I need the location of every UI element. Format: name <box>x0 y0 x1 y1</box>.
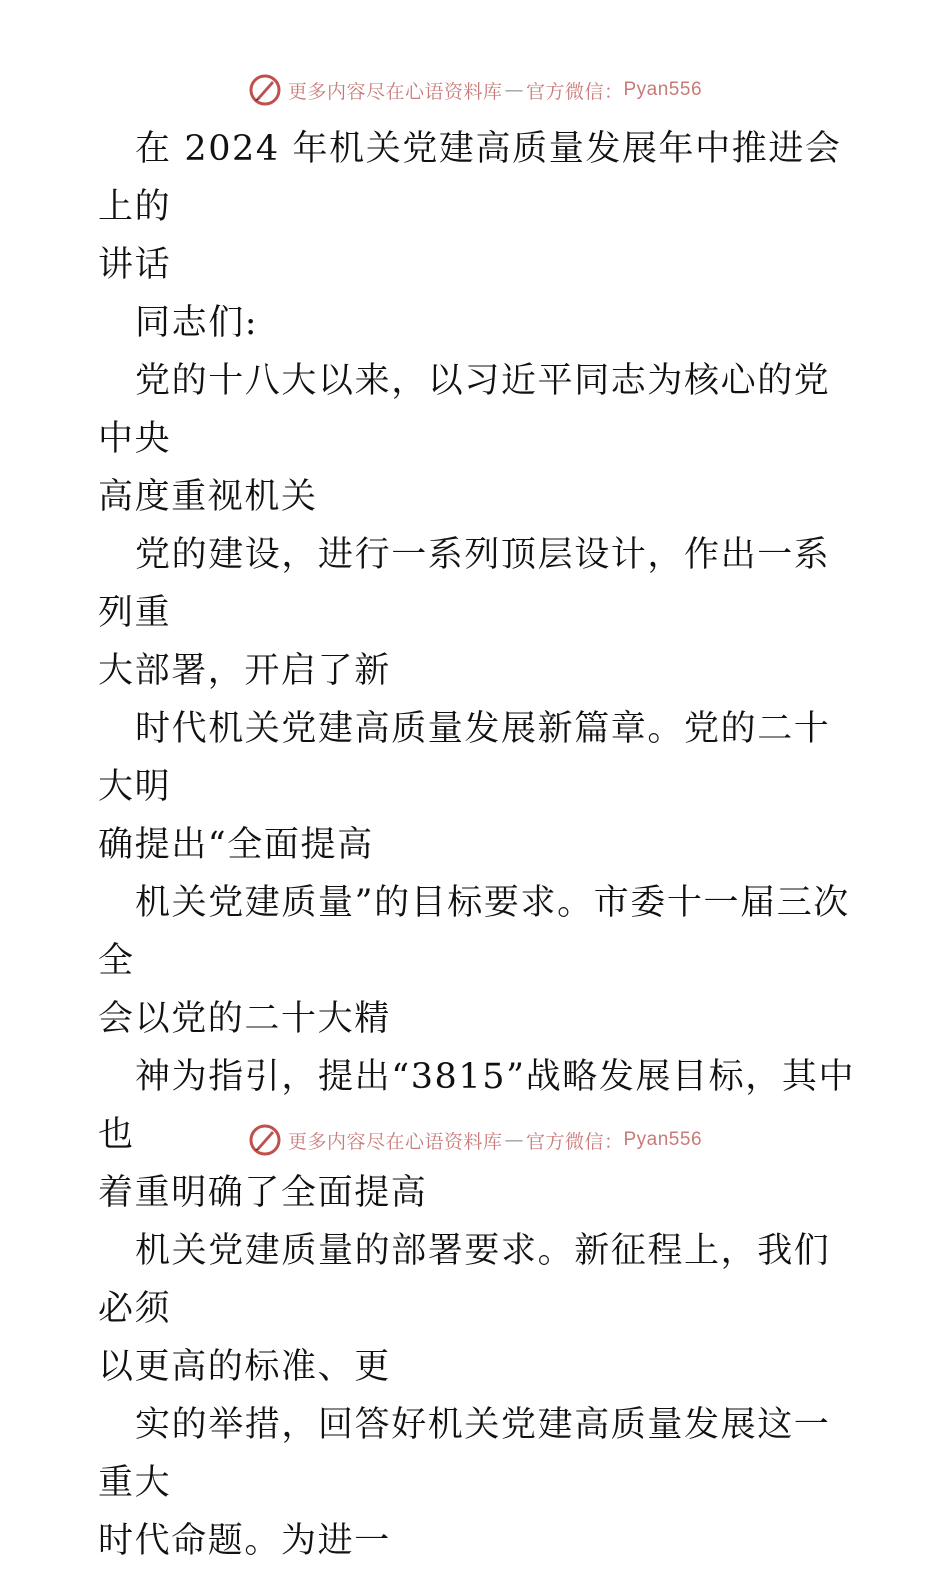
watermark-official: 官方微信： <box>525 1130 624 1153</box>
text-line: 机关党建质量的部署要求。新征程上，我们必须 <box>98 1231 831 1329</box>
watermark-separator: — <box>504 79 524 101</box>
text-line: 在 2024 年机关党建高质量发展年中推进会上的 <box>98 129 842 227</box>
watermark-official: 官方微信： <box>525 80 624 103</box>
quill-logo-icon <box>248 1123 282 1157</box>
text-line: 高度重视机关 <box>98 477 318 517</box>
text-line: 同志们: <box>135 303 259 343</box>
text-line: 讲话 <box>98 245 172 285</box>
watermark-footer <box>0 1120 950 1160</box>
watermark-text: 更多内容尽在心语资料库 <box>287 80 503 103</box>
paragraph <box>98 700 858 874</box>
watermark-text: 更多内容尽在心语资料库 <box>287 1130 503 1153</box>
watermark-header <box>0 70 950 110</box>
paragraph-salutation <box>98 294 858 352</box>
watermark-handle: Pyan556 <box>623 1129 703 1150</box>
text-line: 会以党的二十大精 <box>98 999 391 1039</box>
paragraph <box>98 352 858 526</box>
watermark-handle: Pyan556 <box>623 79 703 100</box>
text-line: 大部署，开启了新 <box>98 651 391 691</box>
paragraph-title <box>98 120 858 294</box>
document-body <box>98 120 858 1570</box>
text-line: 实的举措，回答好机关党建高质量发展这一重大 <box>98 1405 831 1503</box>
watermark-separator: — <box>504 1129 524 1151</box>
quill-logo-icon <box>248 73 282 107</box>
text-line: 党的建设，进行一系列顶层设计，作出一系列重 <box>98 535 831 633</box>
text-line: 以更高的标准、更 <box>98 1347 391 1387</box>
text-line: 时代命题。为进一 <box>98 1521 391 1561</box>
paragraph <box>98 526 858 700</box>
paragraph <box>98 874 858 1048</box>
text-line: 时代机关党建高质量发展新篇章。党的二十大明 <box>98 709 831 807</box>
text-line: 确提出“全面提高 <box>98 825 374 865</box>
text-line: 神为指引，提出“3815”战略发展目标，其中也 <box>98 1057 856 1155</box>
text-line: 着重明确了全面提高 <box>98 1173 428 1213</box>
text-line: 党的十八大以来，以习近平同志为核心的党中央 <box>98 361 831 459</box>
paragraph <box>98 1396 858 1570</box>
text-line: 机关党建质量”的目标要求。市委十一届三次全 <box>98 883 850 981</box>
paragraph <box>98 1222 858 1396</box>
